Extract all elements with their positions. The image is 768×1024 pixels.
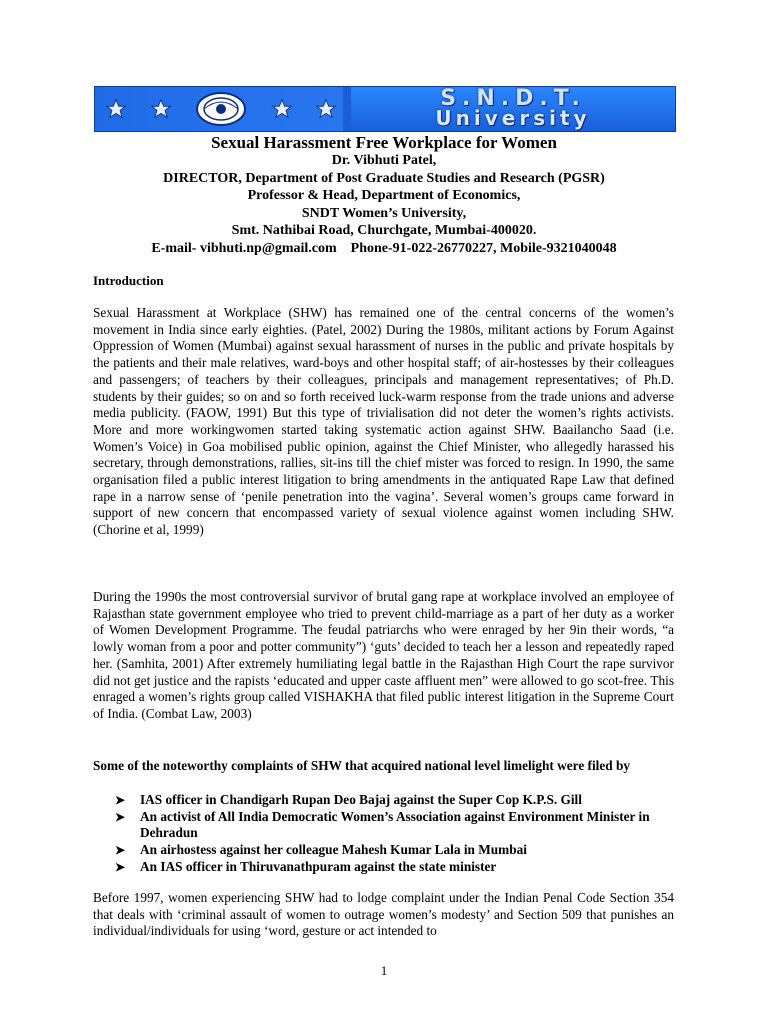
author-block xyxy=(0,152,768,257)
author-name: Dr. Vibhuti Patel, xyxy=(331,153,437,168)
list-item xyxy=(93,792,674,809)
author-address: Smt. Nathibai Road, Churchgate, Mumbai-400020. xyxy=(231,223,537,238)
page-number: 1 xyxy=(380,963,388,978)
author-position: DIRECTOR, Department of Post Graduate Studies and Research (PGSR) xyxy=(163,170,605,186)
complaints-list xyxy=(93,792,674,876)
author-contact: E-mail- vibhuti.np@gmail.com Phone-91-022-26770227, Mobile-9321040048 xyxy=(151,240,617,256)
section-heading-introduction: Introduction xyxy=(93,273,164,288)
banner-name-panel xyxy=(351,87,675,131)
list-item xyxy=(93,859,674,876)
star-icon xyxy=(105,98,127,120)
banner-university-text: University xyxy=(435,106,591,130)
star-icon xyxy=(271,98,293,120)
banner-sndt-text: S.N.D.T. xyxy=(440,86,586,111)
list-item xyxy=(93,842,674,859)
arrow-bullet-icon: ➤ xyxy=(115,843,126,858)
banner-logo-panel xyxy=(95,87,343,131)
list-item xyxy=(93,809,674,842)
arrow-bullet-icon: ➤ xyxy=(115,809,126,824)
complaint-text: An activist of All India Democratic Women’s Association against Environment Minister in Dehradun xyxy=(140,808,650,841)
arrow-bullet-icon: ➤ xyxy=(115,793,126,807)
university-banner xyxy=(94,86,676,132)
star-icon xyxy=(315,98,337,120)
arrow-bullet-icon: ➤ xyxy=(115,859,126,874)
complaints-heading: Some of the noteworthy complaints of SHW that acquired national level limelight were filed by xyxy=(93,758,631,773)
complaint-text: An airhostess against her colleague Mahesh Kumar Lala in Mumbai xyxy=(140,842,527,858)
author-role: Professor & Head, Department of Economics, xyxy=(247,188,521,203)
paragraph-1: Sexual Harassment at Workplace (SHW) has remained one of the central concerns of the women’s movement in India since early eighties. (Patel, 2002) During the 1980s, militant actions by Forum Against Oppression of Women (Mumbai) against sexual harassment of nurses in the public and private hospitals by the patients and their male relatives, ward-boys and other hospital staff; of air-hostesses by their colleagues and passengers; of teachers by their colleagues, principals and management representatives; of Ph.D. students by their guides; so on and so forth received luck-warm response from the trade unions and adverse media publicity. (FAOW, 1991) But this type of trivialisation did not deter the women’s rights activists. More and more workingwomen started taking systematic action against SHW. Baailancho Saad (i.e. Women’s Voice) in Goa mobilised public opinion, against the Chief Minister, who allegedly harassed his secretary, through demonstrations, rallies, sit-ins till the chief mister was forced to resign. In 1990, the same organisation filed a public interest litigation to bring amendments in the antiquated Rape Law that defined rape in a narrow sense of ‘penile penetration into the vagina’. Several women’s groups came forward in support of new concern that encompassed variety of sexual violence against women including SHW. (Chorine et al, 1999) xyxy=(93,305,674,538)
document-title: Sexual Harassment Free Workplace for Women xyxy=(211,133,557,152)
paragraph-3: Before 1997, women experiencing SHW had to lodge complaint under the Indian Penal Code Section 354 that deals with ‘criminal assault of women to outrage women’s modesty’ and Section 509 that punishes an individual/individuals for using ‘word, gesture or act intended to xyxy=(93,890,674,939)
complaint-text: An IAS officer in Thiruvanathpuram against the state minister xyxy=(140,858,497,874)
author-university: SNDT Women’s University, xyxy=(301,205,467,221)
star-icon xyxy=(150,98,172,120)
complaint-text: IAS officer in Chandigarh Rupan Deo Bajaj against the Super Cop K.P.S. Gill xyxy=(140,792,582,807)
paragraph-2: During the 1990s the most controversial survivor of brutal gang rape at workplace involved an employee of Rajasthan state government employee who tried to prevent child-marriage as a part of her duty as a worker of Women Development Programme. The feudal patriarchs who were enraged by her 9in their words, “a lowly woman from a poor and potter community”) ‘guts’ decided to teach her a lesson and repeatedly raped her. (Samhita, 2001) After extremely humiliating legal battle in the Rajasthan High Court the rape survivor did not get justice and the rapists ‘educated and upper caste affluent men” were allowed to go scot-free. This enraged a women’s rights group called VISHAKHA that filed public interest litigation in the Supreme Court of India. (Combat Law, 2003) xyxy=(93,589,674,721)
university-seal-icon xyxy=(194,91,248,127)
